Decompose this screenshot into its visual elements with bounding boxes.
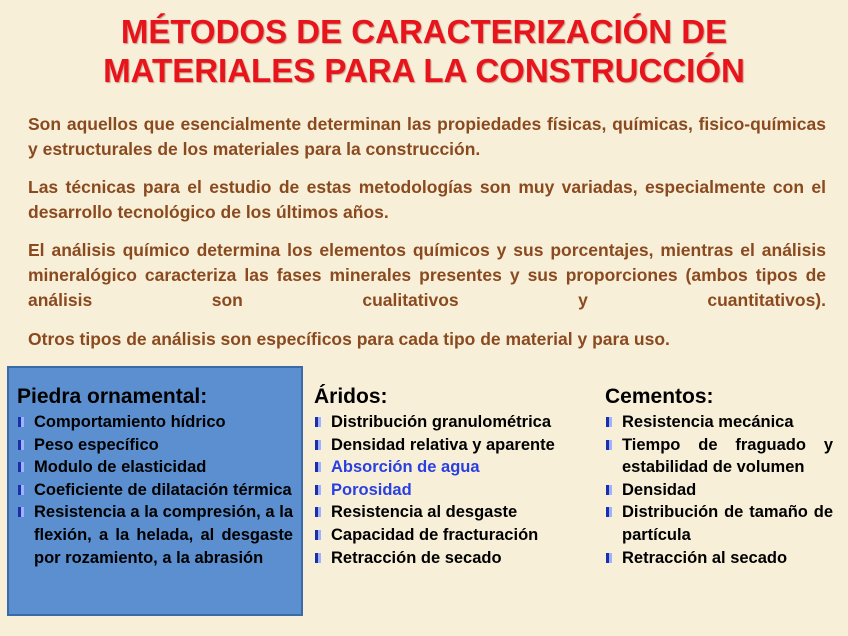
list-item: Absorción de agua [314, 456, 594, 479]
square-bullet-icon [315, 462, 321, 472]
list-item: Peso específico [17, 434, 293, 457]
paragraph-2: Las técnicas para el estudio de estas metodologías son muy variadas, especialmente con el desarrollo tecnológico de los últimos años. [28, 177, 826, 222]
square-bullet-icon [315, 417, 321, 427]
list-item: Distribución granulométrica [314, 411, 594, 434]
list-item: Densidad relativa y aparente [314, 434, 594, 457]
square-bullet-icon [18, 440, 24, 450]
square-bullet-icon [18, 462, 24, 472]
square-bullet-icon [315, 507, 321, 517]
paragraph-4: Otros tipos de análisis son específicos para cada tipo de material y para uso. [28, 329, 670, 349]
square-bullet-icon [606, 507, 612, 517]
aridos-heading: Áridos: [314, 385, 388, 408]
cementos-list [605, 411, 833, 569]
page-title [0, 12, 848, 90]
square-bullet-icon [315, 440, 321, 450]
square-bullet-icon [18, 485, 24, 495]
list-item: Densidad [605, 479, 833, 502]
list-item: Retracción al secado [605, 547, 833, 570]
square-bullet-icon [606, 553, 612, 563]
square-bullet-icon [315, 530, 321, 540]
square-bullet-icon [315, 553, 321, 563]
aridos-column [314, 366, 594, 569]
cementos-heading: Cementos: [605, 385, 714, 408]
piedra-list [17, 411, 293, 569]
square-bullet-icon [606, 485, 612, 495]
list-item: Retracción de secado [314, 547, 594, 570]
title-line-1: MÉTODOS DE CARACTERIZACIÓN DE [120, 13, 728, 50]
square-bullet-icon [606, 417, 612, 427]
list-item: Coeficiente de dilatación térmica [17, 479, 293, 502]
title-line-2: MATERIALES PARA LA CONSTRUCCIÓN [103, 52, 745, 89]
list-item: Capacidad de fracturación [314, 524, 594, 547]
cementos-column [605, 366, 833, 569]
square-bullet-icon [315, 485, 321, 495]
list-item: Porosidad [314, 479, 594, 502]
piedra-ornamental-box [7, 366, 303, 616]
piedra-heading: Piedra ornamental: [17, 385, 208, 408]
list-item: Resistencia al desgaste [314, 501, 594, 524]
list-item: Resistencia a la compresión, a la flexión, a la helada, al desgaste por rozamiento, a la abrasión [17, 501, 293, 569]
square-bullet-icon [18, 507, 24, 517]
square-bullet-icon [606, 440, 612, 450]
square-bullet-icon [18, 417, 24, 427]
list-item: Comportamiento hídrico [17, 411, 293, 434]
list-item: Distribución de tamaño de partícula [605, 501, 833, 546]
aridos-list [314, 411, 594, 569]
list-item: Tiempo de fraguado y estabilidad de volumen [605, 434, 833, 479]
list-item: Modulo de elasticidad [17, 456, 293, 479]
list-item: Resistencia mecánica [605, 411, 833, 434]
paragraph-3: El análisis químico determina los elementos químicos y sus porcentajes, mientras el análisis mineralógico caracteriza las fases minerales presentes y sus proporciones (ambos tipos de análisis son cualitativos y cuantitativos). [28, 240, 826, 310]
paragraph-1: Son aquellos que esencialmente determinan las propiedades físicas, químicas, fisico-químicas y estructurales de los materiales para la construcción. [28, 114, 826, 159]
